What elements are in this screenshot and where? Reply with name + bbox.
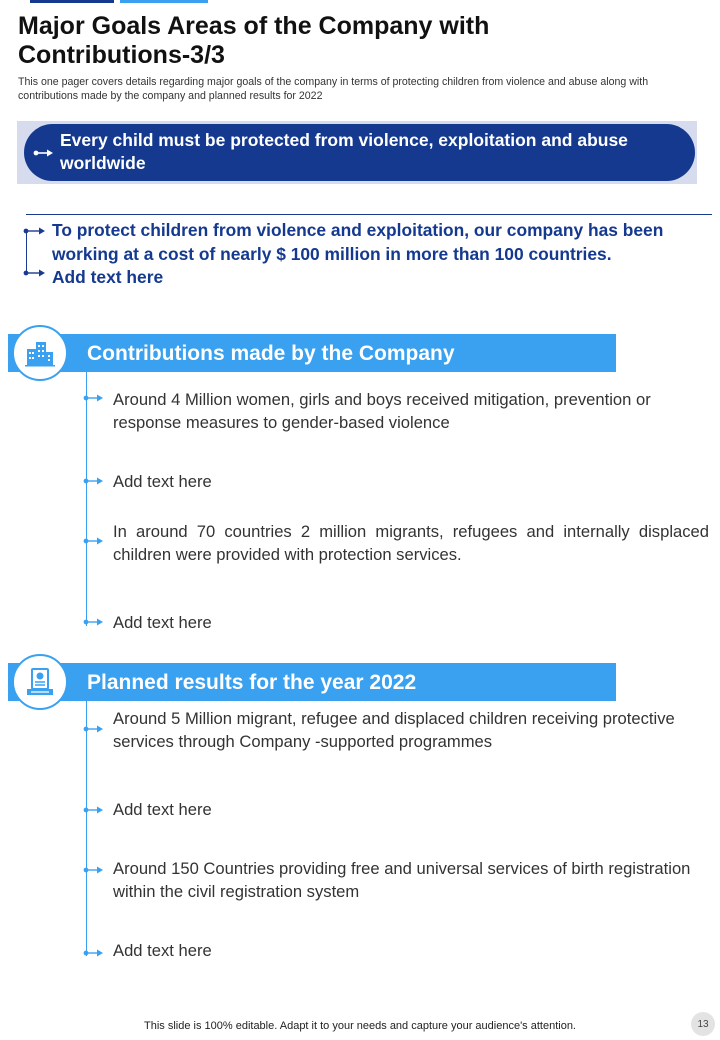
planned-title: Planned results for the year 2022 xyxy=(87,671,417,694)
arrow-connector-icon xyxy=(82,535,106,547)
page-subtitle: This one pager covers details regarding major goals of the company in terms of protecting children from violence and abuse along with contributions made by the company and planned results for 2022 xyxy=(18,76,649,102)
top-accent-bar-light xyxy=(120,0,208,3)
headline-text: Every child must be protected from violence, exploitation and abuse worldwide xyxy=(60,130,628,173)
intro-text: To protect children from violence and exploitation, our company has been working at a cost of nearly $ 100 million in more than 100 countries. xyxy=(52,220,664,264)
intro-add-text: Add text here xyxy=(52,267,164,287)
arrow-connector-icon xyxy=(22,267,48,279)
planned-item: Around 5 Million migrant, refugee and displaced children receiving protective services through Company -supported programmes xyxy=(113,709,675,751)
footer-note: This slide is 100% editable. Adapt it to your needs and capture your audience's attention. xyxy=(144,1020,576,1032)
planned-timeline-line xyxy=(86,700,87,956)
planned-item: Add text here xyxy=(113,941,212,960)
arrow-connector-icon xyxy=(33,147,55,159)
intro-connector-line xyxy=(26,214,712,215)
document-plan-icon xyxy=(24,667,56,697)
arrow-connector-icon xyxy=(82,392,106,404)
arrow-connector-icon xyxy=(22,225,48,237)
buildings-icon xyxy=(24,339,56,367)
arrow-connector-icon xyxy=(82,947,106,959)
contributions-icon-circle xyxy=(12,325,68,381)
arrow-connector-icon xyxy=(82,723,106,735)
arrow-connector-icon xyxy=(82,616,106,628)
arrow-connector-icon xyxy=(82,804,106,816)
page-number: 13 xyxy=(691,1012,715,1036)
arrow-connector-icon xyxy=(82,864,106,876)
page-title: Major Goals Areas of the Company with Contributions-3/3 xyxy=(18,12,490,69)
contribution-item: Add text here xyxy=(113,472,212,491)
contribution-item: Around 4 Million women, girls and boys received mitigation, prevention or response measures to gender-based violence xyxy=(113,390,651,432)
contributions-title: Contributions made by the Company xyxy=(87,342,455,365)
contributions-timeline-line xyxy=(86,372,87,626)
planned-icon-circle xyxy=(12,654,68,710)
arrow-connector-icon xyxy=(82,475,106,487)
planned-item: Add text here xyxy=(113,800,212,819)
planned-item: Around 150 Countries providing free and universal services of birth registration within the civil registration system xyxy=(113,859,691,901)
top-accent-bar-dark xyxy=(30,0,114,3)
contribution-item: In around 70 countries 2 million migrants, refugees and internally displaced children were provided with protection services. xyxy=(113,522,709,564)
contribution-item: Add text here xyxy=(113,613,212,632)
